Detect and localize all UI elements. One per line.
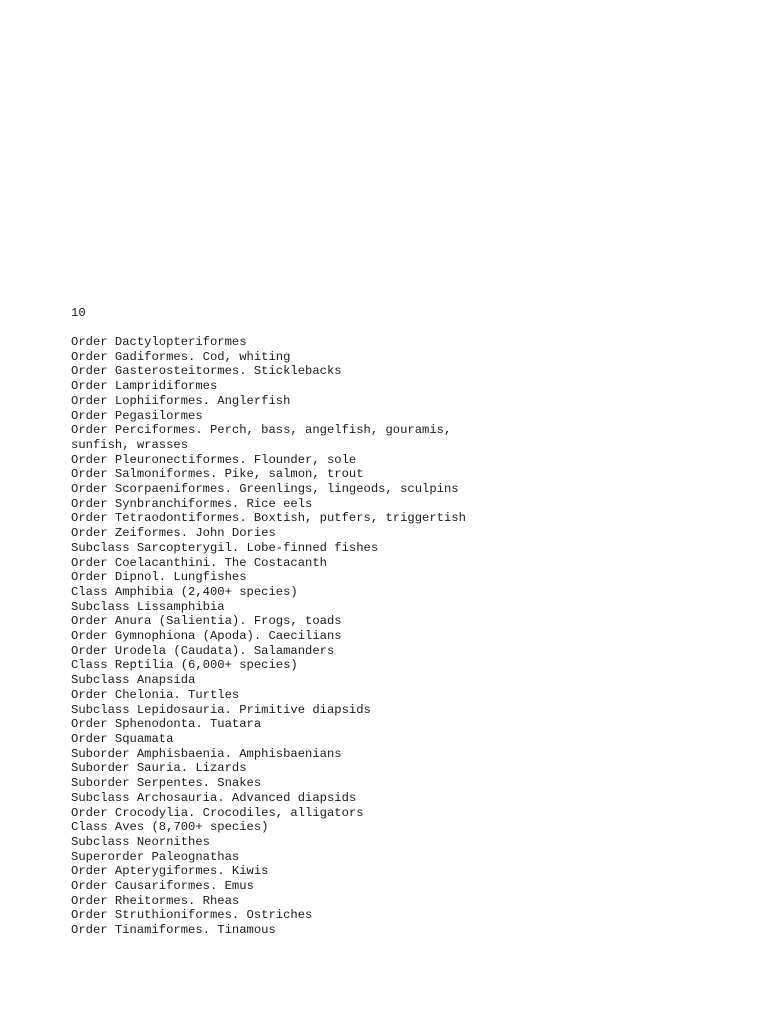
taxonomy-line: Order Gasterosteitormes. Sticklebacks [71,364,342,379]
taxonomy-line: Order Dactylopteriformes [71,335,247,349]
taxonomy-line: Order Tinamiformes. Tinamous [71,923,276,938]
taxonomy-line: Order Causariformes. Emus [71,879,254,894]
taxonomy-line: Order Coelacanthini. The Costacanth [71,555,327,570]
taxonomy-line: Order Sphenodonta. Tuatara [71,717,262,732]
taxonomy-line: Subclass Sarcopterygil. Lobe-finned fishes [71,540,379,555]
taxonomy-line: Order Pleuronectiformes. Flounder, sole [71,452,357,467]
taxonomy-line: Subclass Lissamphibia [71,599,225,614]
taxonomy-line: Order Rheitormes. Rheas [71,893,240,908]
taxonomy-line: Suborder Sauria. Lizards [71,761,247,776]
taxonomy-line: Subclass Neornithes [71,834,210,849]
taxonomy-line: Class Reptilia (6,000+ species) [71,658,298,673]
page-number: 10 [71,306,86,320]
taxonomy-line: Order Dipnol. Lungfishes [71,570,247,585]
taxonomy-line: Subclass Anapsida [71,673,196,688]
taxonomy-line: Order Synbranchiformes. Rice eels [71,496,313,511]
taxonomy-line: Class Aves (8,700+ species) [71,820,269,835]
taxonomy-line: Order Struthioniformes. Ostriches [71,908,313,923]
taxonomy-line: Order Gymnophiona (Apoda). Caecilians [71,629,342,644]
taxonomy-line: Order Crocodylia. Crocodiles, alligators [71,805,364,820]
taxonomy-line: Order Tetraodontiformes. Boxtish, putfers, triggertish [71,511,466,526]
taxonomy-line: Order Perciformes. Perch, bass, angelfish, gouramis, [71,423,452,438]
taxonomy-line: Class Amphibia (2,400+ species) [71,584,298,599]
taxonomy-line: Order Scorpaeniformes. Greenlings, lingeods, sculpins [71,482,459,497]
taxonomy-line: Superorder Paleognathas [71,849,240,864]
taxonomy-line: Order Pegasilormes [71,408,203,423]
taxonomy-line: Order Lophiiformes. Anglerfish [71,393,291,408]
taxonomy-line: Order Apterygiformes. Kiwis [71,864,269,879]
taxonomy-list [71,335,751,938]
taxonomy-line: Subclass Lepidosauria. Primitive diapsids [71,702,371,717]
taxonomy-line: Suborder Serpentes. Snakes [71,776,262,791]
taxonomy-line: Order Urodela (Caudata). Salamanders [71,643,335,658]
taxonomy-line: Order Gadiformes. Cod, whiting [71,349,291,364]
taxonomy-line: Subclass Archosauria. Advanced diapsids [71,790,357,805]
taxonomy-line: Suborder Amphisbaenia. Amphisbaenians [71,746,342,761]
taxonomy-line: Order Lampridiformes [71,379,218,394]
taxonomy-line: sunfish, wrasses [71,437,189,452]
taxonomy-line: Order Squamata [71,731,174,746]
taxonomy-line: Order Zeiformes. John Dories [71,526,276,541]
taxonomy-line: Order Anura (Salientia). Frogs, toads [71,614,342,629]
taxonomy-line: Order Salmoniformes. Pike, salmon, trout [71,467,364,482]
taxonomy-line: Order Chelonia. Turtles [71,687,240,702]
